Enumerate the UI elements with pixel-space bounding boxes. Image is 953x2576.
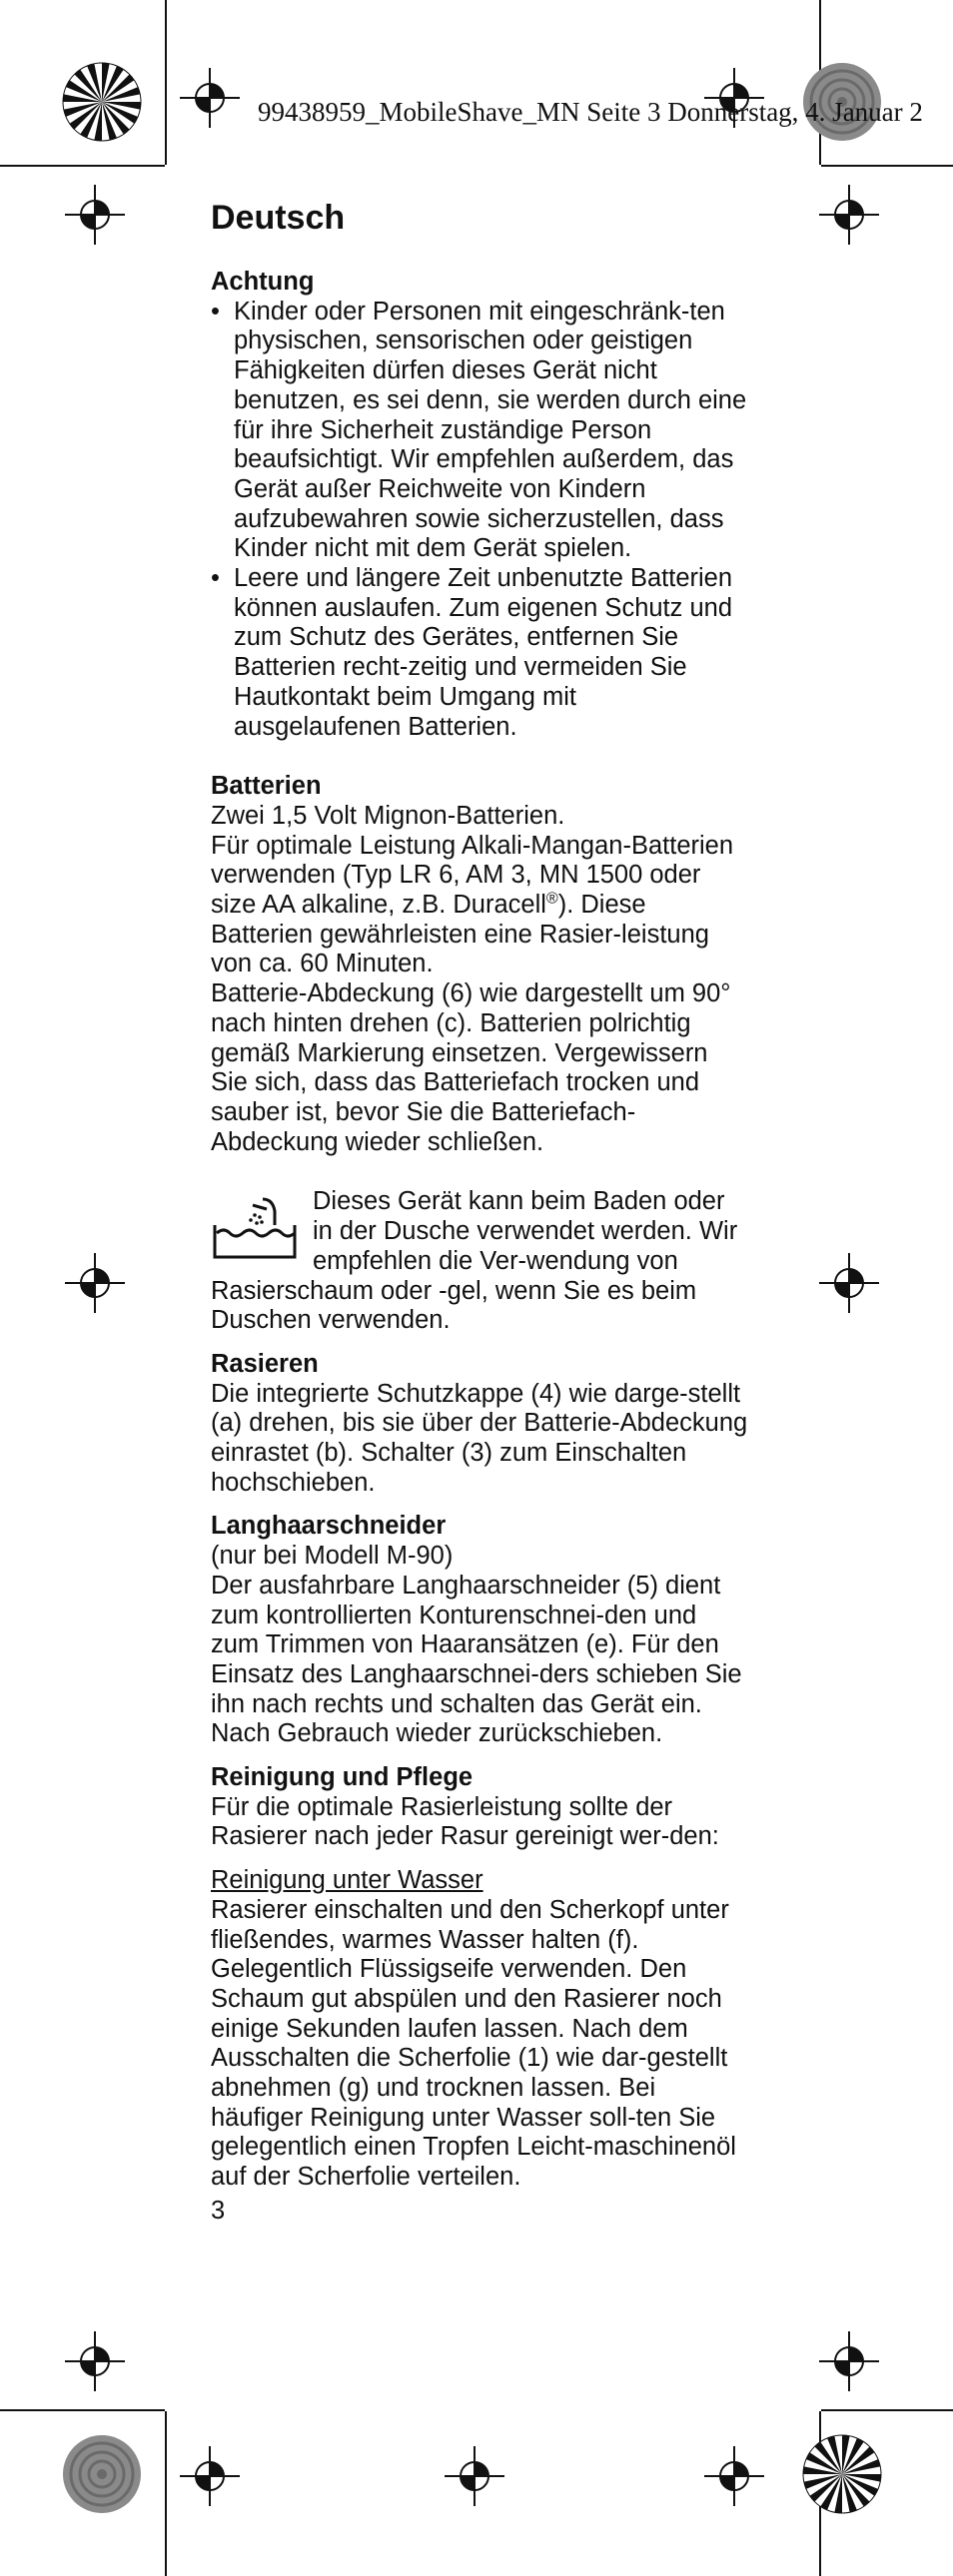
langhaar-model-note: (nur bei Modell M-90) xyxy=(211,1542,454,1571)
manual-page-content xyxy=(211,198,750,2227)
trim-line-top-left-h xyxy=(0,165,165,167)
registration-mark-icon xyxy=(65,185,125,245)
subheading-reinigung-wasser: Reinigung unter Wasser xyxy=(211,1866,483,1895)
reinigung-intro: Für die optimale Rasierleistung sollte der Rasierer nach jeder Rasur gereinigt wer-den: xyxy=(211,1792,719,1851)
trim-line-bottom-right-h xyxy=(821,2409,953,2411)
heading-reinigung: Reinigung und Pflege xyxy=(211,1763,474,1792)
trim-line-top-right-h xyxy=(821,165,953,167)
registration-mark-icon xyxy=(819,185,879,245)
heading-batterien: Batterien xyxy=(211,772,322,801)
reinigung-text: Rasierer einschalten und den Scherkopf unter fließendes, warmes Wasser halten (f). Gelegentlich Flüssigseife verwenden. Den Schaum gut abspülen und den Rasierer noch einige Sekunden laufen lassen. Nach dem Ausschalten die Scherfolie (1) wie dar-gestellt abnehmen (g) und trocknen lassen. Bei häufiger Reinigung unter Wasser soll-ten Sie gelegentlich einen Tropfen Leicht-maschinenöl auf der Scherfolie verteilen. xyxy=(211,1895,736,2192)
section-achtung xyxy=(211,268,750,742)
section-rasieren xyxy=(211,1350,750,1499)
trim-line-bottom-left-h xyxy=(0,2409,165,2411)
registration-mark-icon xyxy=(65,2331,125,2391)
langhaar-text: Der ausfahrbare Langhaarschneider (5) dient zum kontrollierten Konturenschnei-den und zum Trimmen von Haaransätzen (e). Für den Einsatz des Langhaarschnei-ders schieben Sie ihn nach rechts und schalten das Gerät ein. xyxy=(211,1571,742,1718)
registration-mark-icon xyxy=(704,2446,764,2506)
shower-notice-text: Dieses Gerät kann beim Baden oder in der Dusche verwendet werden. Wir empfehlen die Ver-wendung von Rasierschaum oder -gel, wenn Sie es beim Duschen verwenden. xyxy=(211,1187,738,1335)
langhaar-text: Nach Gebrauch wieder zurückschieben. xyxy=(211,1719,663,1748)
section-shower-notice xyxy=(211,1187,750,1336)
heading-achtung: Achtung xyxy=(211,268,315,296)
registration-mark-icon xyxy=(819,1253,879,1313)
batterien-paragraph: Batterie-Abdeckung (6) wie dargestellt um 90° nach hinten drehen (c). Batterien polrichtig gemäß Markierung einsetzen. Vergewissern Sie sich, dass das Batteriefach trocken und sauber ist, bevor Sie die Batteriefach-Abdeckung wieder schließen. xyxy=(211,979,731,1156)
registration-mark-icon xyxy=(445,2446,504,2506)
trim-line-top-left-v xyxy=(165,0,167,165)
registration-mark-icon xyxy=(180,2446,240,2506)
section-langhaarschneider xyxy=(211,1512,750,1749)
trim-line-bottom-left-v xyxy=(165,2411,167,2576)
print-slug-header: 99438959_MobileShave_MN Seite 3 Donnerstag, 4. Januar 2 xyxy=(258,97,923,127)
heading-langhaarschneider: Langhaarschneider xyxy=(211,1512,447,1541)
achtung-bullet-list xyxy=(211,298,750,743)
gray-target-icon xyxy=(62,2434,142,2514)
registration-mark-icon xyxy=(819,2331,879,2391)
batterien-paragraph: Zwei 1,5 Volt Mignon-Batterien. xyxy=(211,801,565,830)
page-number: 3 xyxy=(211,2196,226,2225)
star-target-icon xyxy=(62,62,142,142)
section-batterien xyxy=(211,772,750,1157)
achtung-bullet-item: • Kinder oder Personen mit eingeschränk-ten physischen, sensorischen oder geistigen Fähigkeiten dürfen dieses Gerät nicht benutzen, es sei denn, sie werden durch eine für ihre Sicherheit zuständige Person beaufsichtigt. Wir empfehlen außerdem, das Gerät außer Reichweite von Kindern aufzubewahren sowie sicherzustellen, dass Kinder nicht mit dem Gerät spielen. xyxy=(211,298,750,564)
heading-rasieren: Rasieren xyxy=(211,1349,319,1378)
batterien-paragraph: Für optimale Leistung Alkali-Mangan-Batterien verwenden (Typ LR 6, AM 3, MN 1500 oder size AA alkaline, z.B. Duracell®). Diese Batterien gewährleisten eine Rasier-leistung von ca. 60 Minuten. xyxy=(211,831,734,978)
achtung-bullet-item: • Leere und längere Zeit unbenutzte Batterien können auslaufen. Zum eigenen Schutz und zum Schutz des Gerätes, entfernen Sie Batterien recht-zeitig und vermeiden Sie Hautkontakt beim Umgang mit ausgelaufenen Batterien. xyxy=(211,564,750,742)
star-target-icon xyxy=(802,2434,882,2514)
registration-mark-icon xyxy=(65,1253,125,1313)
page-title: Deutsch xyxy=(211,199,346,237)
section-reinigung xyxy=(211,1763,750,2193)
rasieren-text: Die integrierte Schutzkappe (4) wie darge-stellt (a) drehen, bis sie über der Batterie-Abdeckung einrastet (b). Schalter (3) zum Einschalten hochschieben. xyxy=(211,1379,748,1497)
registration-mark-icon xyxy=(180,68,240,128)
shower-bath-icon xyxy=(211,1195,299,1261)
